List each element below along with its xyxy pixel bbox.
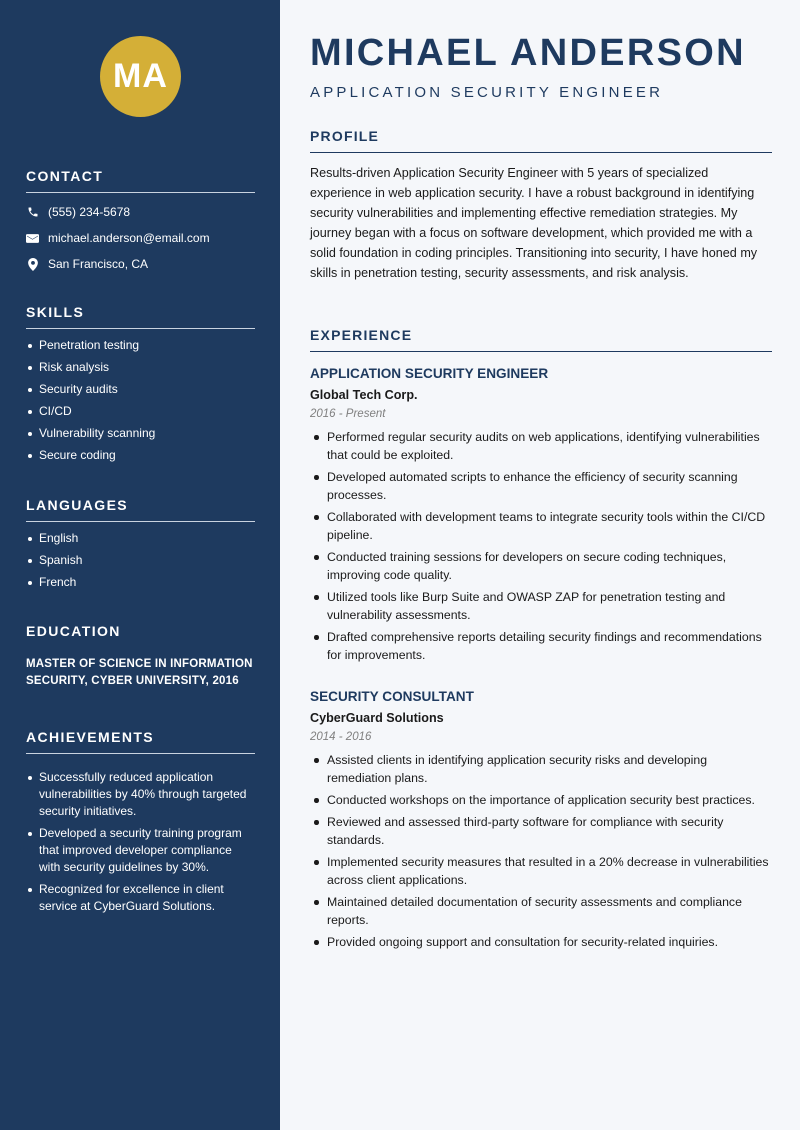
languages-section: [26, 497, 255, 596]
languages-list: [26, 530, 255, 591]
job-entry: [310, 689, 772, 955]
achievement-item: Developed a security training program that improved developer compliance with security guidelines by 30%.: [26, 825, 255, 876]
education-section: [26, 623, 255, 690]
achievement-item: Successfully reduced application vulnerabilities by 40% through targeted security initiatives.: [26, 769, 255, 820]
achievement-item: Recognized for excellence in client service at CyberGuard Solutions.: [26, 881, 255, 915]
job-bullet: Collaborated with development teams to integrate security tools within the CI/CD pipeline.: [310, 508, 772, 544]
achievements-section: [26, 729, 255, 920]
contact-email-row: [26, 225, 255, 251]
contact-heading: CONTACT: [26, 168, 255, 193]
contact-phone[interactable]: (555) 234-5678: [48, 205, 131, 219]
job-bullet: Implemented security measures that resulted in a 20% decrease in vulnerabilities across client applications.: [310, 853, 772, 889]
job-bullet: Developed automated scripts to enhance the efficiency of security scanning processes.: [310, 468, 772, 504]
language-item: French: [26, 574, 255, 591]
job-bullets: [310, 428, 772, 664]
candidate-name: MICHAEL ANDERSON: [310, 32, 746, 74]
location-pin-icon: [26, 258, 39, 271]
job-company: Global Tech Corp.: [310, 388, 418, 402]
language-item: English: [26, 530, 255, 547]
skills-section: [26, 304, 255, 469]
skill-item: Vulnerability scanning: [26, 425, 255, 442]
languages-heading: LANGUAGES: [26, 497, 255, 522]
achievements-heading: ACHIEVEMENTS: [26, 729, 255, 754]
job-title: SECURITY CONSULTANT: [310, 689, 474, 704]
contact-email[interactable]: michael.anderson@email.com: [48, 231, 210, 245]
job-bullet: Drafted comprehensive reports detailing security findings and recommendations for improvements.: [310, 628, 772, 664]
skill-item: Penetration testing: [26, 337, 255, 354]
contact-phone-row: [26, 199, 255, 225]
job-bullet: Conducted workshops on the importance of application security best practices.: [310, 791, 772, 809]
job-dates: 2016 - Present: [310, 408, 386, 420]
profile-heading: PROFILE: [310, 128, 772, 153]
skill-item: Risk analysis: [26, 359, 255, 376]
job-bullet: Utilized tools like Burp Suite and OWASP ZAP for penetration testing and vulnerability assessments.: [310, 588, 772, 624]
job-bullets: [310, 751, 772, 951]
job-bullet: Assisted clients in identifying application security risks and developing remediation plans.: [310, 751, 772, 787]
skill-item: CI/CD: [26, 403, 255, 420]
job-entry: [310, 366, 772, 668]
education-degree: MASTER OF SCIENCE IN INFORMATION SECURITY, CYBER UNIVERSITY, 2016: [26, 658, 253, 687]
education-heading: EDUCATION: [26, 623, 121, 639]
email-icon: [26, 232, 39, 245]
profile-text: Results-driven Application Security Engineer with 5 years of specialized experience in web application security. I have a robust background in identifying security vulnerabilities and implementing effective remediation strategies. My journey began with a focus on software development, which provided me with a solid foundation in coding principles. Transitioning into security, I have honed my skills in penetration testing, security assessments, and risk analysis.: [310, 166, 758, 280]
language-item: Spanish: [26, 552, 255, 569]
skills-heading: SKILLS: [26, 304, 255, 329]
job-dates: 2014 - 2016: [310, 731, 372, 743]
job-company: CyberGuard Solutions: [310, 711, 444, 725]
skill-item: Secure coding: [26, 447, 255, 464]
skills-list: [26, 337, 255, 464]
job-bullet: Reviewed and assessed third-party software for compliance with security standards.: [310, 813, 772, 849]
avatar-initials: MA: [100, 36, 181, 117]
phone-icon: [26, 206, 39, 219]
experience-heading: EXPERIENCE: [310, 327, 772, 352]
job-bullet: Provided ongoing support and consultation for security-related inquiries.: [310, 933, 772, 951]
job-bullet: Conducted training sessions for developers on secure coding techniques, improving code quality.: [310, 548, 772, 584]
sidebar: [0, 0, 280, 1130]
candidate-title: APPLICATION SECURITY ENGINEER: [310, 84, 664, 101]
contact-section: [26, 168, 255, 277]
job-bullet: Maintained detailed documentation of security assessments and compliance reports.: [310, 893, 772, 929]
achievements-list: [26, 769, 255, 915]
job-title: APPLICATION SECURITY ENGINEER: [310, 366, 549, 381]
contact-location-row: [26, 251, 255, 277]
job-bullet: Performed regular security audits on web applications, identifying vulnerabilities that could be exploited.: [310, 428, 772, 464]
contact-location: San Francisco, CA: [48, 257, 149, 271]
skill-item: Security audits: [26, 381, 255, 398]
